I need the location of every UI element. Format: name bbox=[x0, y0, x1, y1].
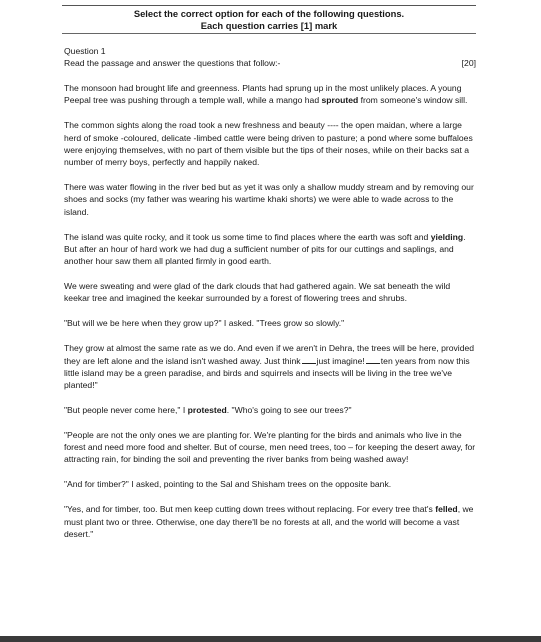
blank-line bbox=[366, 355, 380, 364]
passage-paragraph-8: "But people never come here," I protested. "Who's going to see our trees?" bbox=[64, 404, 352, 415]
question-title: Question 1 bbox=[64, 46, 106, 56]
blank-line bbox=[302, 355, 316, 364]
passage-paragraph-7: They grow at almost the same rate as we do. And even if we aren't in Dehra, the trees will be here, provided they are left alone and the island isn't washed away. Just think just imagine! ten years from now this little island may be a green paradise, and birds and squirrels and insects will be living in the tree we've planted!" bbox=[64, 343, 475, 391]
passage-paragraph-10: "And for timber?" I asked, pointing to the Sal and Shisham trees on the opposite bank. bbox=[64, 479, 392, 490]
question-instruction: Read the passage and answer the questions that follow:- bbox=[64, 58, 281, 69]
question-content bbox=[64, 45, 476, 553]
keyword-sprouted: sprouted bbox=[321, 95, 359, 106]
question-marks: [20] bbox=[461, 58, 476, 69]
instructions-header bbox=[62, 8, 476, 32]
passage-paragraph-6: "But will we be here when they grow up?" I asked. "Trees grow so slowly." bbox=[64, 318, 345, 329]
header-rule bbox=[62, 33, 476, 34]
top-rule bbox=[62, 5, 476, 6]
keyword-yielding: yielding bbox=[430, 231, 464, 242]
bottom-bar bbox=[0, 636, 541, 642]
passage-paragraph-4: The island was quite rocky, and it took us some time to find places where the earth was soft and yielding. But after an hour of hard work we had dug a sufficient number of pits for our cuttings and saplings, and another hour saw them all planted firmly in good earth. bbox=[64, 231, 466, 267]
keyword-protested: protested bbox=[187, 404, 227, 415]
passage-paragraph-3: There was water flowing in the river bed but as yet it was only a shallow muddy stream and by removing our shoes and socks (my father was wearing his wartime khaki shorts) we were able to wade across to the island. bbox=[64, 182, 474, 217]
passage-paragraph-11: "Yes, and for timber, too. But men keep cutting down trees without replacing. For every tree that's felled, we must plant two or three. Otherwise, one day there'll be no forests at all, and the world will become a vast desert." bbox=[64, 504, 474, 539]
instructions-line-2: Each question carries [1] mark bbox=[200, 20, 338, 31]
passage-paragraph-1: The monsoon had brought life and greenness. Plants had sprung up in the most unlikely places. A young Peepal tree was pushing through a temple wall, while a mango had sprouted from someone's window sill. bbox=[64, 83, 468, 106]
instructions-line-1: Select the correct option for each of the following questions. bbox=[133, 8, 405, 19]
passage-paragraph-9: "People are not the only ones we are planting for. We're planting for the birds and animals who live in the forest and need more food and shelter. But of course, men need trees, too – for keeping the desert away, for attracting rain, for binding the soil and preventing the river banks from being washed away! bbox=[64, 429, 476, 465]
keyword-felled: felled bbox=[435, 504, 458, 515]
passage-paragraph-5: We were sweating and were glad of the dark clouds that had gathered again. We sat beneath the wild keekar tree and imagined the keekar surrounded by a forest of flowering trees and shrubs. bbox=[64, 281, 451, 304]
passage-paragraph-2: The common sights along the road took a new freshness and beauty ---- the open maidan, where a large herd of smoke -coloured, delicate -limbed cattle were being driven to pasture; a pond where some buffaloes were enjoying themselves, with no part of them visible but the tips of their noses, while on their backs sat a number of merry boys, perfectly and happily naked. bbox=[64, 120, 473, 168]
question-instruction-row bbox=[64, 57, 476, 69]
